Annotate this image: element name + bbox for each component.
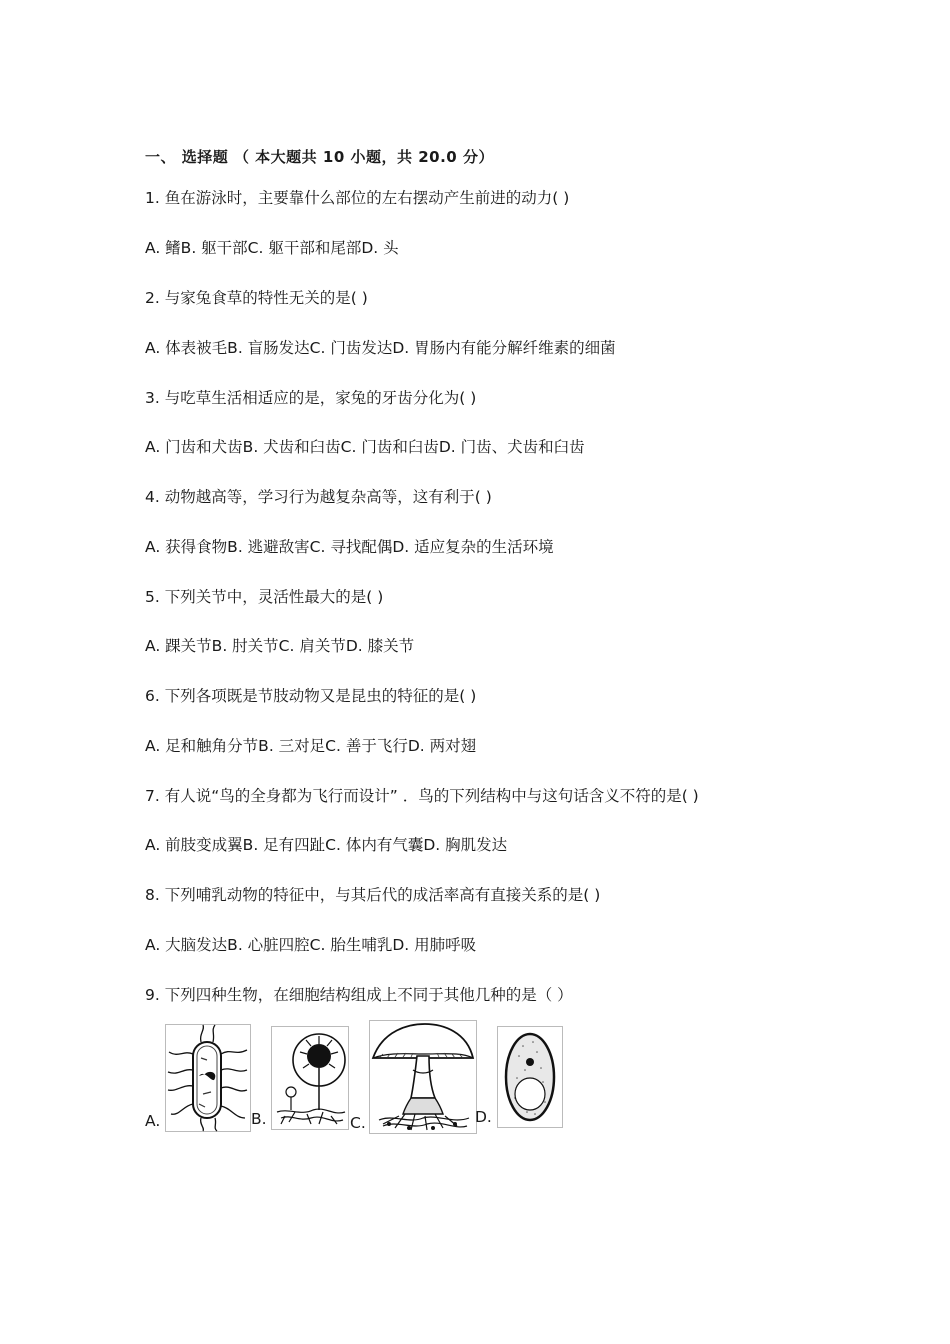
figure-label-a: A. [145, 1112, 161, 1130]
question-3-options: A. 门齿和犬齿B. 犬齿和臼齿C. 门齿和臼齿D. 门齿、犬齿和臼齿 [145, 438, 585, 456]
mold-icon [271, 1026, 349, 1130]
question-6-stem: 6. 下列各项既是节肢动物又是昆虫的特征的是( ) [145, 687, 477, 705]
figure-label-b: B. [251, 1110, 267, 1128]
question-4-options: A. 获得食物B. 逃避敌害C. 寻找配偶D. 适应复杂的生活环境 [145, 538, 554, 556]
bacterium-icon [165, 1024, 251, 1132]
question-1-stem: 1. 鱼在游泳时，主要靠什么部位的左右摆动产生前进的动力( ) [145, 189, 570, 207]
figure-label-c: C. [350, 1114, 366, 1132]
question-2-options: A. 体表被毛B. 盲肠发达C. 门齿发达D. 胃肠内有能分解纤维素的细菌 [145, 339, 616, 357]
question-9-stem: 9. 下列四种生物，在细胞结构组成上不同于其他几种的是（ ） [145, 986, 573, 1004]
question-3-stem: 3. 与吃草生活相适应的是，家兔的牙齿分化为( ) [145, 389, 477, 407]
question-7-options: A. 前肢变成翼B. 足有四趾C. 体内有气囊D. 胸肌发达 [145, 836, 508, 854]
question-1-options: A. 鳍B. 躯干部C. 躯干部和尾部D. 头 [145, 239, 399, 257]
question-8-stem: 8. 下列哺乳动物的特征中，与其后代的成活率高有直接关系的是( ) [145, 886, 601, 904]
mushroom-icon [369, 1020, 477, 1134]
question-8-options: A. 大脑发达B. 心脏四腔C. 胎生哺乳D. 用肺呼吸 [145, 936, 477, 954]
question-4-stem: 4. 动物越高等，学习行为越复杂高等，这有利于( ) [145, 488, 492, 506]
yeast-cell-icon [497, 1026, 563, 1128]
figure-label-d: D. [475, 1108, 492, 1126]
question-6-options: A. 足和触角分节B. 三对足C. 善于飞行D. 两对翅 [145, 737, 477, 755]
question-5-options: A. 踝关节B. 肘关节C. 肩关节D. 膝关节 [145, 637, 415, 655]
section-title: 一、 选择题 （ 本大题共 10 小题，共 20.0 分） [145, 148, 494, 166]
question-2-stem: 2. 与家兔食草的特性无关的是( ) [145, 289, 368, 307]
question-7-stem: 7. 有人说“鸟的全身都为飞行而设计” ．鸟的下列结构中与这句话含义不符的是( ) [145, 787, 699, 805]
question-9-figures [145, 1018, 645, 1138]
question-5-stem: 5. 下列关节中，灵活性最大的是( ) [145, 588, 384, 606]
